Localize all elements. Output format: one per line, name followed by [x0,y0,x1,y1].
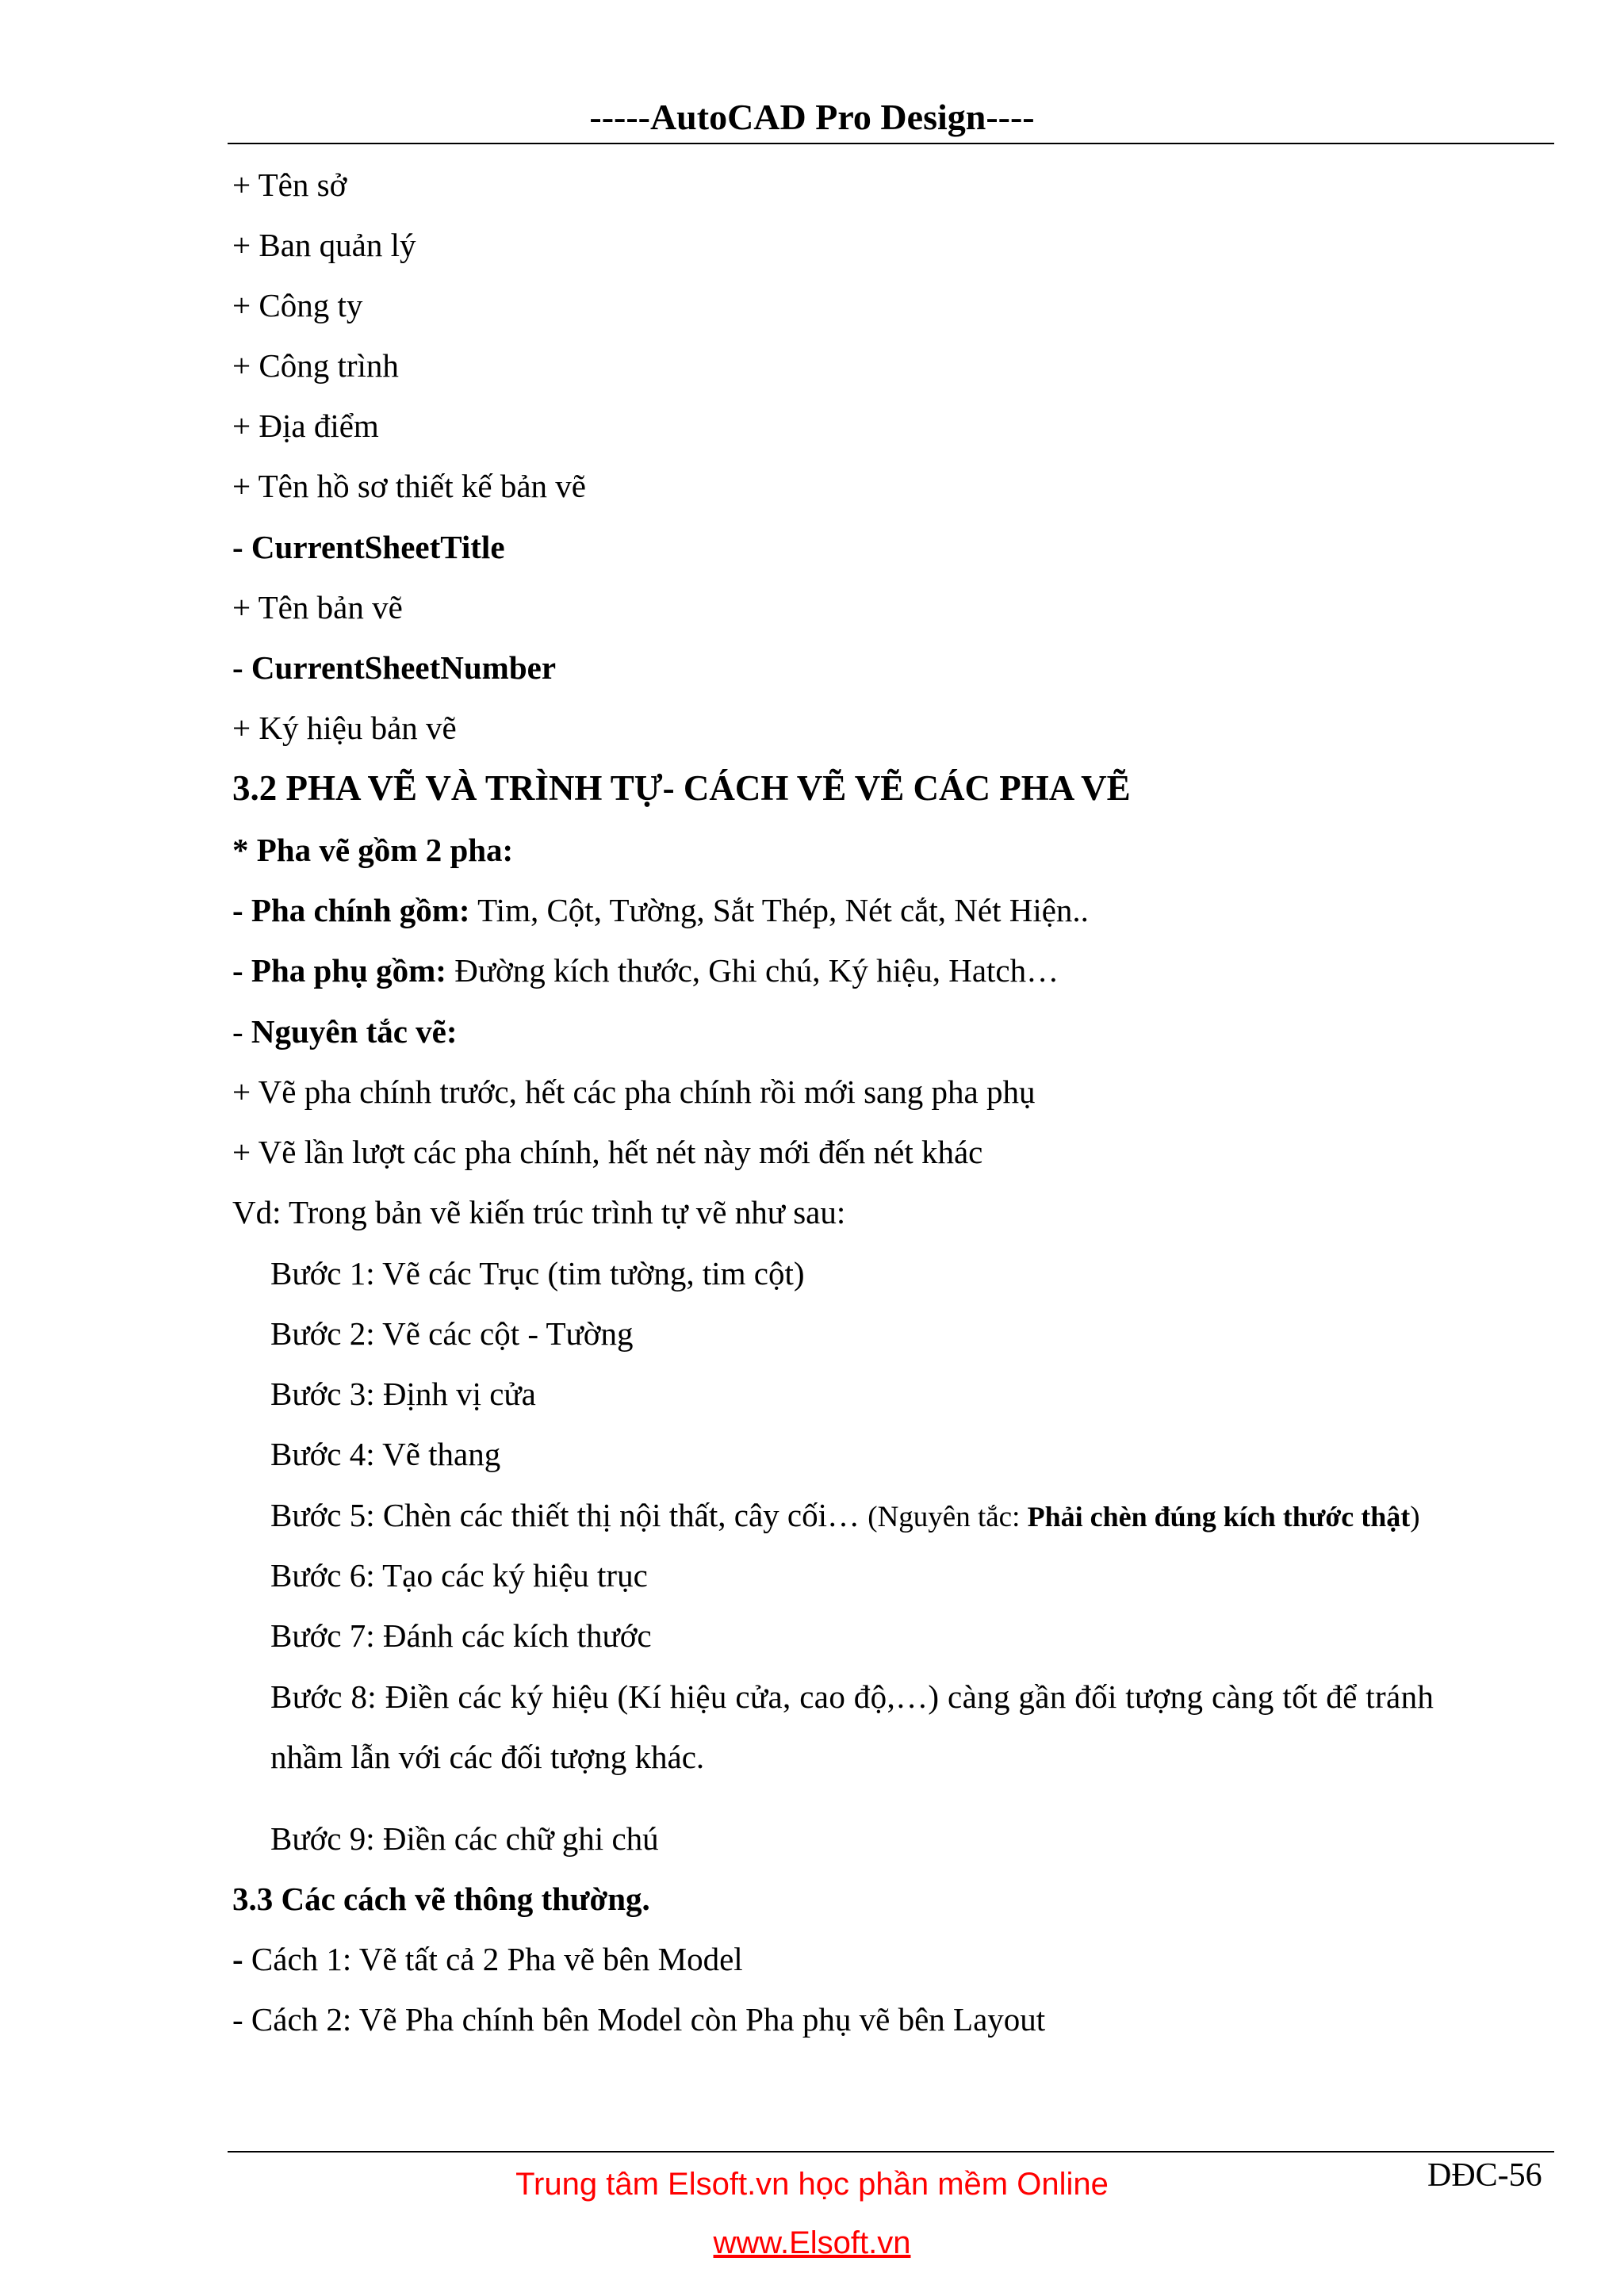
rule-line: + Vẽ lần lượt các pha chính, hết nét này mới đến nét khác [232,1134,983,1170]
field-title-current-number: - CurrentSheetNumber [232,649,557,686]
list-item: + Địa điểm [232,408,379,444]
way-1-dash: - [232,1941,243,1977]
sub-phase-text: Đường kích thước, Ghi chú, Ký hiệu, Hatch… [446,952,1059,989]
step-line: Bước 2: Vẽ các cột - Tường [270,1315,634,1352]
header-rule [228,143,1554,144]
way-1-text: Cách 1: Vẽ tất cả 2 Pha vẽ bên Model [243,1941,743,1977]
step-5-note-bold: Phải chèn đúng kích thước thật [1027,1501,1411,1533]
step-line: Bước 8: Điền các ký hiệu (Kí hiệu cửa, cao độ,…) càng gần đối tượng càng tốt để tránh [270,1678,1434,1715]
principle-line [232,1011,458,1052]
list-item: + Công ty [232,287,363,323]
principle-dash: - [232,1013,251,1050]
step-line: Bước 7: Đánh các kích thước [270,1617,652,1654]
step-line [270,1494,1420,1538]
list-item: + Công trình [232,347,399,384]
section-heading-3-3: 3.3 Các cách vẽ thông thường. [232,1881,650,1917]
footer-center-text: Trung tâm Elsoft.vn học phần mềm Online [515,2167,1109,2202]
step-line: Bước 4: Vẽ thang [270,1436,501,1472]
list-item: + Ký hiệu bản vẽ [232,710,457,746]
step-5-note-close: ) [1410,1501,1420,1533]
step-line: Bước 6: Tạo các ký hiệu trục [270,1557,648,1594]
section-heading-3-2: 3.2 PHA VẼ VÀ TRÌNH TỰ- CÁCH VẼ VẼ CÁC PHA VẼ [232,768,1131,808]
step-5-note-open: (Nguyên tắc: [868,1501,1028,1533]
field-title-current-sheet: - CurrentSheetTitle [232,529,505,565]
example-line: Vd: Trong bản vẽ kiến trúc trình tự vẽ như sau: [232,1194,846,1230]
main-phase-label: - Pha chính gồm: [232,892,470,928]
list-item: + Ban quản lý [232,227,416,263]
list-item: + Tên bản vẽ [232,589,403,626]
sub-phase-label: - Pha phụ gồm: [232,952,446,989]
way-line [232,1938,743,1980]
principle-label: Nguyên tắc vẽ: [251,1013,458,1050]
rule-line: + Vẽ pha chính trước, hết các pha chính rồi mới sang pha phụ [232,1073,1036,1110]
footer-website-link[interactable]: www.Elsoft.vn [713,2225,911,2260]
page-number: DĐC-56 [1427,2157,1542,2194]
main-phase-line [232,890,1089,931]
step-line: Bước 3: Định vị cửa [270,1376,536,1412]
phase-count-heading: * Pha vẽ gồm 2 pha: [232,832,514,868]
list-item: + Tên hồ sơ thiết kế bản vẽ [232,468,586,504]
main-phase-text: Tim, Cột, Tường, Sắt Thép, Nét cắt, Nét Hiện.. [469,892,1089,928]
page-header-title: -----AutoCAD Pro Design---- [589,97,1035,137]
footer-rule [228,2151,1554,2152]
way-line: - Cách 2: Vẽ Pha chính bên Model còn Pha phụ vẽ bên Layout [232,2001,1046,2038]
step-line: Bước 9: Điền các chữ ghi chú [270,1820,659,1857]
list-item: + Tên sở [232,166,347,203]
sub-phase-line [232,950,1059,991]
step-5-main: Bước 5: Chèn các thiết thị nội thất, cây cối… [270,1497,868,1533]
step-line: nhầm lẫn với các đối tượng khác. [270,1739,705,1775]
step-line: Bước 1: Vẽ các Trục (tim tường, tim cột) [270,1255,805,1292]
